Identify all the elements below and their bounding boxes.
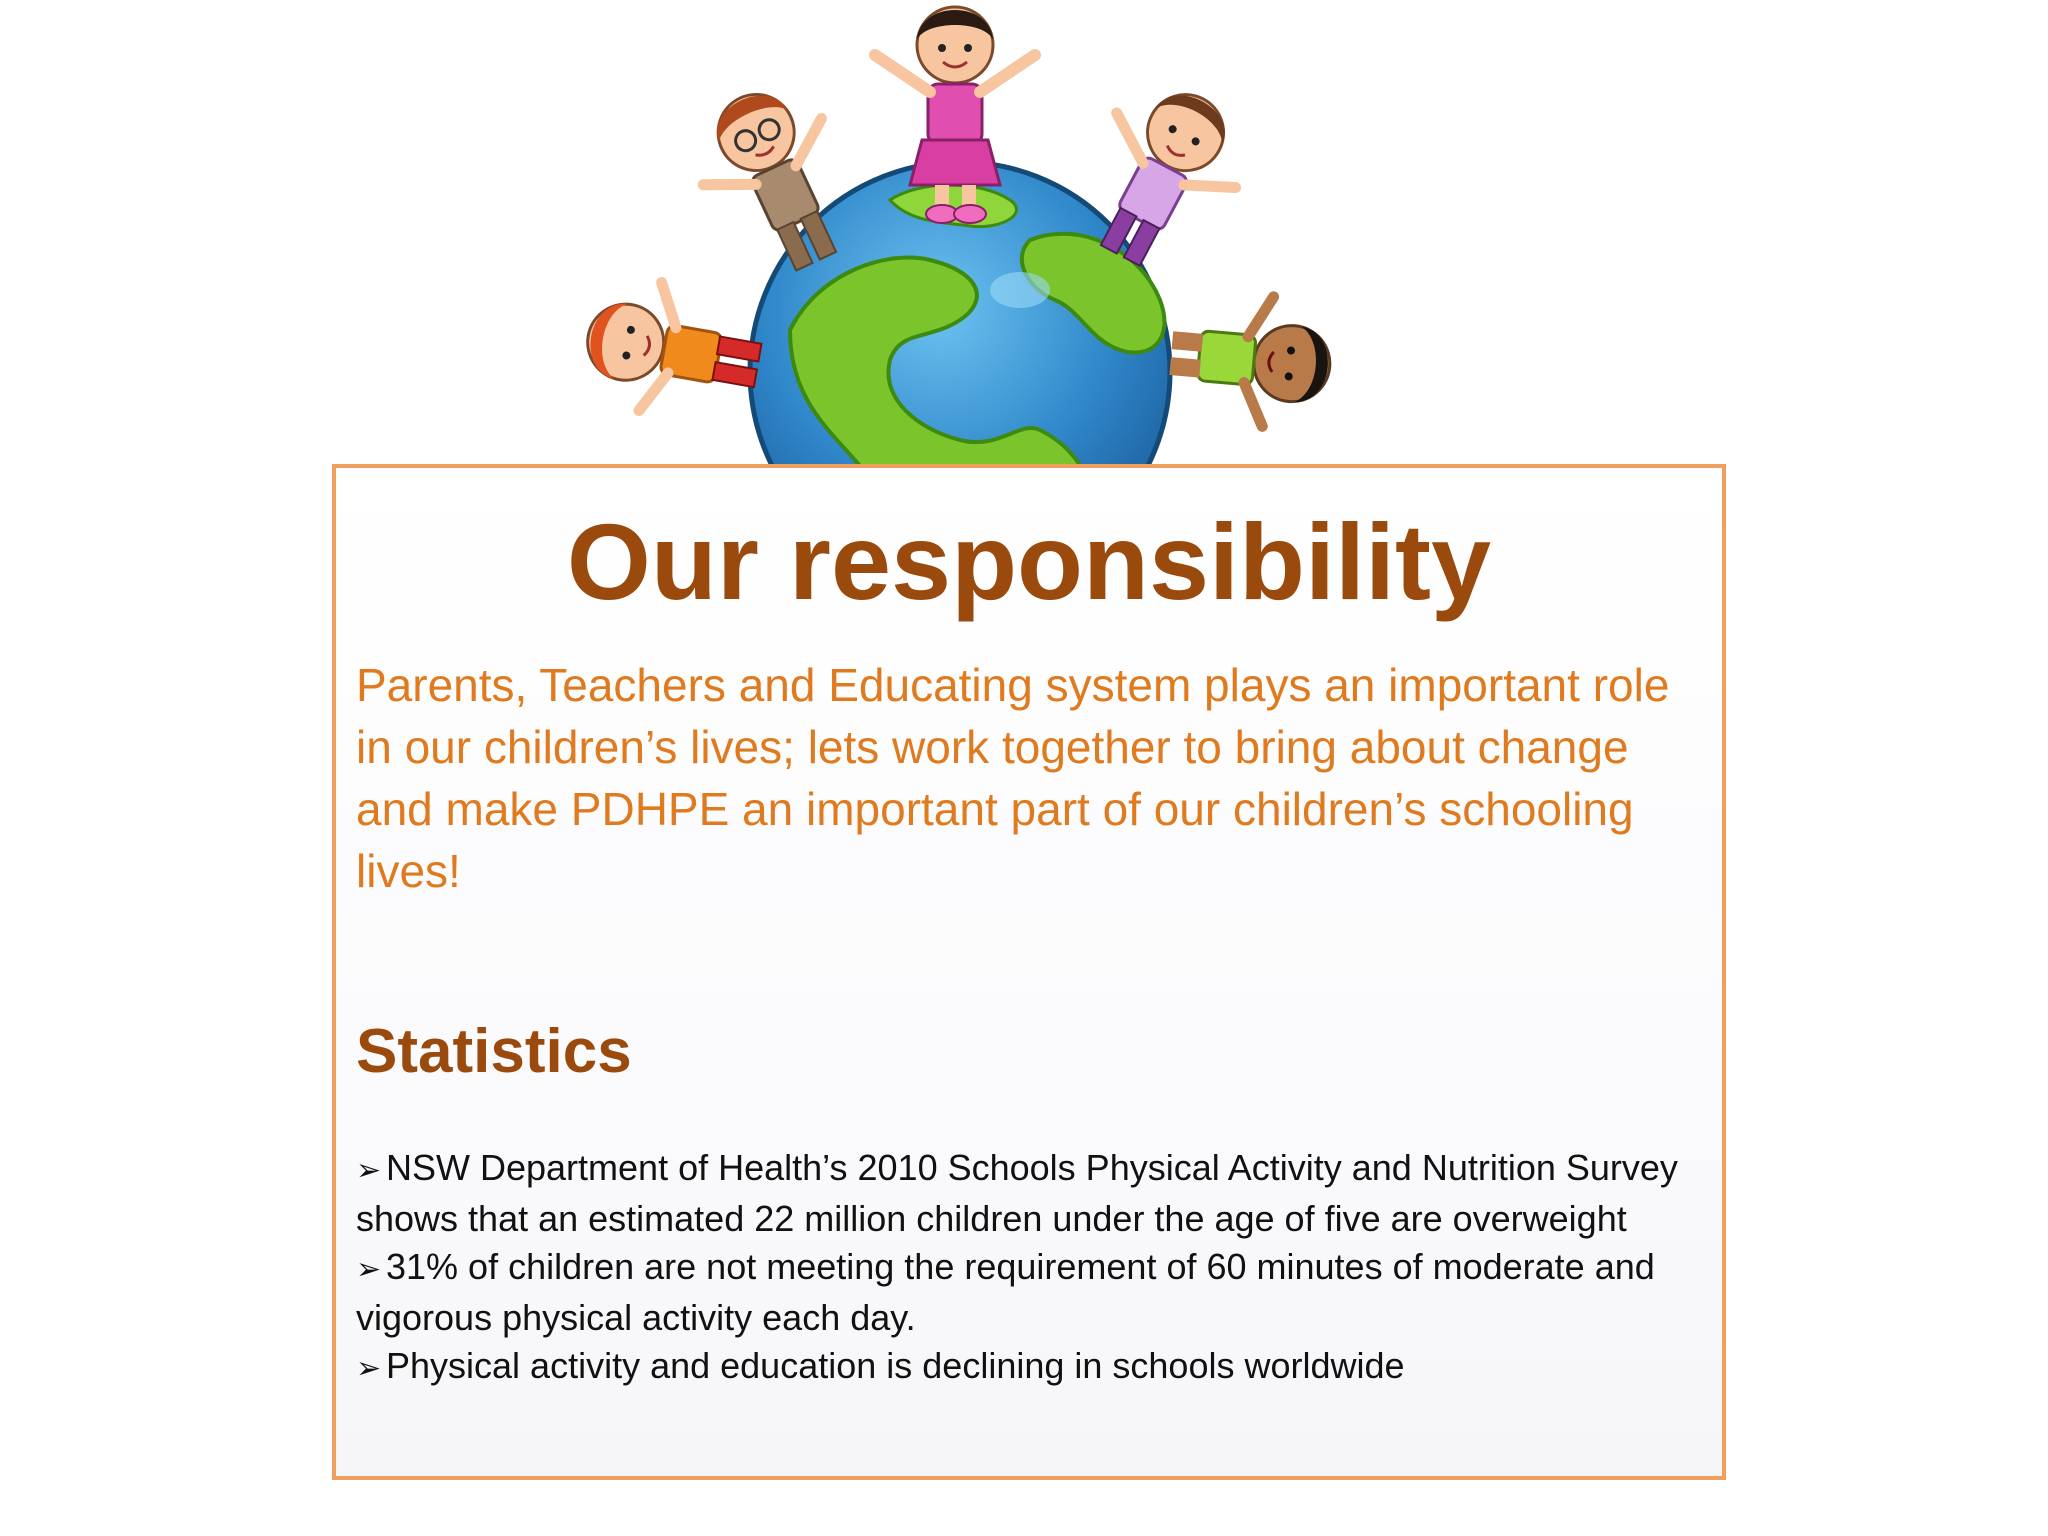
children-around-globe-icon — [560, 0, 1360, 466]
statistics-item-text: NSW Department of Health’s 2010 Schools Physical Activity and Nutrition Survey shows that an estimated 22 million children under the age of five are overweight — [356, 1147, 1678, 1239]
statistics-item-text: 31% of children are not meeting the requirement of 60 minutes of moderate and vigorous physical activity each day. — [356, 1246, 1655, 1338]
statistics-heading: Statistics — [356, 1017, 632, 1086]
arrow-bullet-icon: ➢ — [356, 1154, 382, 1187]
arrow-bullet-icon: ➢ — [356, 1253, 382, 1286]
statistics-list — [356, 1144, 1716, 1393]
statistics-item — [356, 1243, 1716, 1342]
statistics-item-text: Physical activity and education is declining in schools worldwide — [386, 1345, 1405, 1386]
slide-title: Our responsibility — [566, 501, 1492, 622]
arrow-bullet-icon: ➢ — [356, 1352, 382, 1385]
statistics-item — [356, 1144, 1716, 1243]
statistics-item — [356, 1342, 1716, 1393]
content-card — [332, 464, 1726, 1480]
intro-paragraph: Parents, Teachers and Educating system plays an important role in our children’s lives; lets work together to bring about change and make PDHPE an important part of our children’s schooling lives! — [356, 659, 1670, 897]
